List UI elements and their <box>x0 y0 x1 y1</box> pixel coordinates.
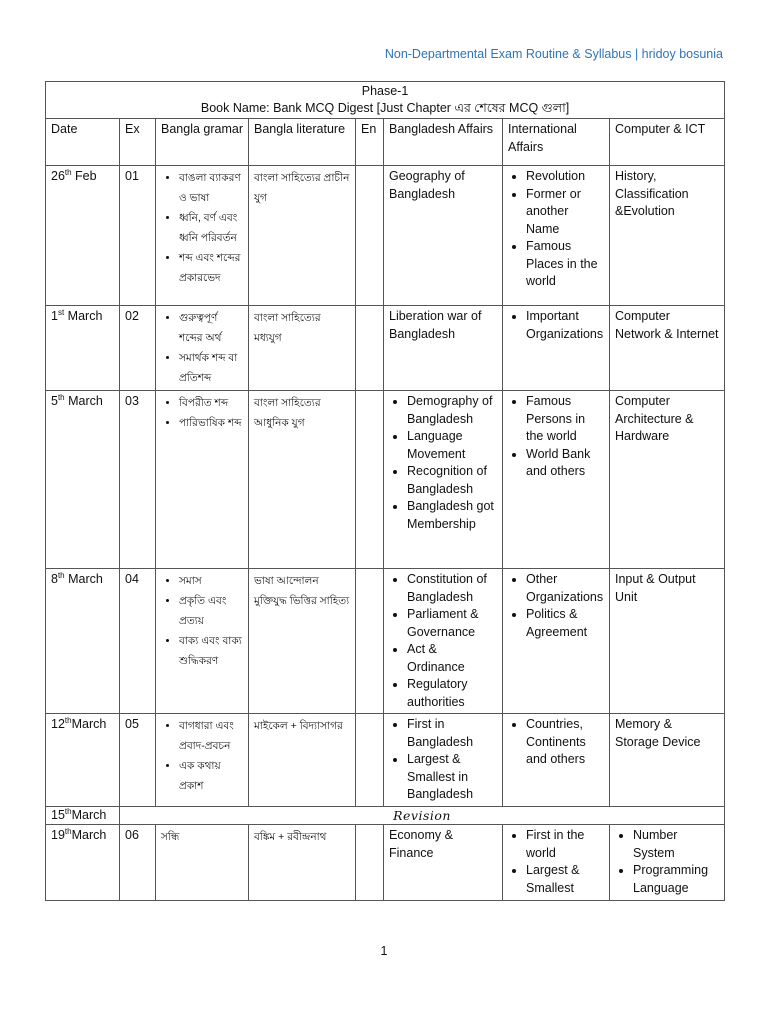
ict-cell: Computer Architecture & Hardware <box>610 391 725 569</box>
literature-cell: বাংলা সাহিত্যের আধুনিক যুগ <box>249 391 356 569</box>
literature-cell: বাংলা সাহিত্যের মধ্যযুগ <box>249 306 356 391</box>
list-item: • Largest & Smallest <box>526 862 604 897</box>
en-cell <box>356 714 384 807</box>
ex-cell: 01 <box>120 166 156 306</box>
list-item: • প্রকৃতি এবং প্রত্যয় <box>179 591 243 631</box>
bd-affairs-cell <box>384 714 503 807</box>
bd-affairs-cell: Economy & Finance <box>384 825 503 901</box>
list-item: • First in the world <box>526 827 604 862</box>
ict-cell: Input & Output Unit <box>610 569 725 714</box>
table-row <box>46 166 725 306</box>
ex-cell: 02 <box>120 306 156 391</box>
list-item: • World Bank and others <box>526 446 604 481</box>
intl-affairs-cell <box>503 825 610 901</box>
col-en: En <box>356 119 384 166</box>
col-international-affairs: International Affairs <box>503 119 610 166</box>
en-cell <box>356 825 384 901</box>
revision-row <box>46 806 725 825</box>
bd-affairs-cell: Liberation war of Bangladesh <box>384 306 503 391</box>
col-computer-ict: Computer & ICT <box>610 119 725 166</box>
list-item: • Number System <box>633 827 719 862</box>
revision-label: Revision <box>120 806 725 825</box>
col-date: Date <box>46 119 120 166</box>
ex-cell: 05 <box>120 714 156 807</box>
list-item: • Bangladesh got Membership <box>407 498 497 533</box>
list-item: • সমাস <box>179 571 243 591</box>
ex-cell: 03 <box>120 391 156 569</box>
list-item: • Constitution of Bangladesh <box>407 571 497 606</box>
intl-affairs-cell <box>503 391 610 569</box>
intl-affairs-cell <box>503 569 610 714</box>
col-ex: Ex <box>120 119 156 166</box>
bd-affairs-cell <box>384 391 503 569</box>
date-cell: 5th March <box>46 391 120 569</box>
list-item: • Demography of Bangladesh <box>407 393 497 428</box>
literature-cell: বঙ্কিম + রবীন্দ্রনাথ <box>249 825 356 901</box>
table-row <box>46 825 725 901</box>
grammar-cell <box>156 166 249 306</box>
table-row <box>46 569 725 714</box>
list-item: • Other Organizations <box>526 571 604 606</box>
list-item: • সমার্থক শব্দ বা প্রতিশব্দ <box>179 348 243 388</box>
list-item: • পারিভাষিক শব্দ <box>179 413 243 433</box>
title-row <box>46 82 725 119</box>
list-item: • Politics & Agreement <box>526 606 604 641</box>
book-name: Book Name: Bank MCQ Digest [Just Chapter এর শেষের MCQ গুলা] <box>200 101 570 115</box>
list-item: • Important Organizations <box>526 308 604 343</box>
list-item: • Famous Persons in the world <box>526 393 604 446</box>
list-item: • Parliament & Governance <box>407 606 497 641</box>
date-cell: 12thMarch <box>46 714 120 807</box>
en-cell <box>356 391 384 569</box>
bd-affairs-cell: Geography of Bangladesh <box>384 166 503 306</box>
grammar-cell <box>156 569 249 714</box>
list-item: • Act & Ordinance <box>407 641 497 676</box>
en-cell <box>356 306 384 391</box>
list-item: • Language Movement <box>407 428 497 463</box>
list-item: • Largest & Smallest in Bangladesh <box>407 751 497 804</box>
table-row <box>46 306 725 391</box>
list-item: • বাগধারা এবং প্রবাদ-প্রবচন <box>179 716 243 756</box>
list-item: • Revolution <box>526 168 604 186</box>
literature-cell: ভাষা আন্দোলন মুক্তিযুদ্ধ ভিত্তির সাহিত্য <box>249 569 356 714</box>
literature-cell: মাইকেল + বিদ্যাসাগর <box>249 714 356 807</box>
intl-affairs-cell <box>503 166 610 306</box>
list-item: • বিপরীত শব্দ <box>179 393 243 413</box>
grammar-cell <box>156 714 249 807</box>
table-row <box>46 391 725 569</box>
col-bangla-literature: Bangla literature <box>249 119 356 166</box>
date-cell: 1st March <box>46 306 120 391</box>
ict-cell: History, Classification &Evolution <box>610 166 725 306</box>
date-cell: 15thMarch <box>46 806 120 825</box>
list-item: • Recognition of Bangladesh <box>407 463 497 498</box>
ict-cell: Computer Network & Internet <box>610 306 725 391</box>
page-header: Non-Departmental Exam Routine & Syllabus | hridoy bosunia <box>384 47 723 61</box>
en-cell <box>356 166 384 306</box>
phase-title: Phase-1 <box>361 84 409 98</box>
date-cell: 19thMarch <box>46 825 120 901</box>
ict-cell: Memory & Storage Device <box>610 714 725 807</box>
list-item: • Programming Language <box>633 862 719 897</box>
list-item: • এক কথায় প্রকাশ <box>179 756 243 796</box>
list-item: • Regulatory authorities <box>407 676 497 711</box>
list-item: • Famous Places in the world <box>526 238 604 291</box>
bd-affairs-cell <box>384 569 503 714</box>
list-item: • গুরুত্বপূর্ণ শব্দের অর্থ <box>179 308 243 348</box>
date-cell: 8th March <box>46 569 120 714</box>
literature-cell: বাংলা সাহিত্যের প্রাচীন যুগ <box>249 166 356 306</box>
ex-cell: 04 <box>120 569 156 714</box>
list-item: • First in Bangladesh <box>407 716 497 751</box>
ex-cell: 06 <box>120 825 156 901</box>
list-item: • বাক্য এবং বাক্য শুদ্ধিকরণ <box>179 631 243 671</box>
col-bangladesh-affairs: Bangladesh Affairs <box>384 119 503 166</box>
grammar-cell <box>156 306 249 391</box>
intl-affairs-cell <box>503 306 610 391</box>
grammar-cell <box>156 391 249 569</box>
title-cell <box>46 82 725 119</box>
date-cell: 26th Feb <box>46 166 120 306</box>
ict-cell <box>610 825 725 901</box>
header-row <box>46 119 725 166</box>
page-number: 1 <box>380 944 388 958</box>
list-item: • Countries, Continents and others <box>526 716 604 769</box>
table-row <box>46 714 725 807</box>
list-item: • Former or another Name <box>526 186 604 239</box>
en-cell <box>356 569 384 714</box>
col-bangla-grammar: Bangla gramar <box>156 119 249 166</box>
intl-affairs-cell <box>503 714 610 807</box>
list-item: • বাঙলা ব্যাকরণ ও ভাষা <box>179 168 243 208</box>
list-item: • শব্দ এবং শব্দের প্রকারভেদ <box>179 248 243 288</box>
list-item: • ধ্বনি, বর্ণ এবং ধ্বনি পরিবর্তন <box>179 208 243 248</box>
grammar-cell: সন্ধি <box>156 825 249 901</box>
exam-routine-table <box>45 81 725 901</box>
